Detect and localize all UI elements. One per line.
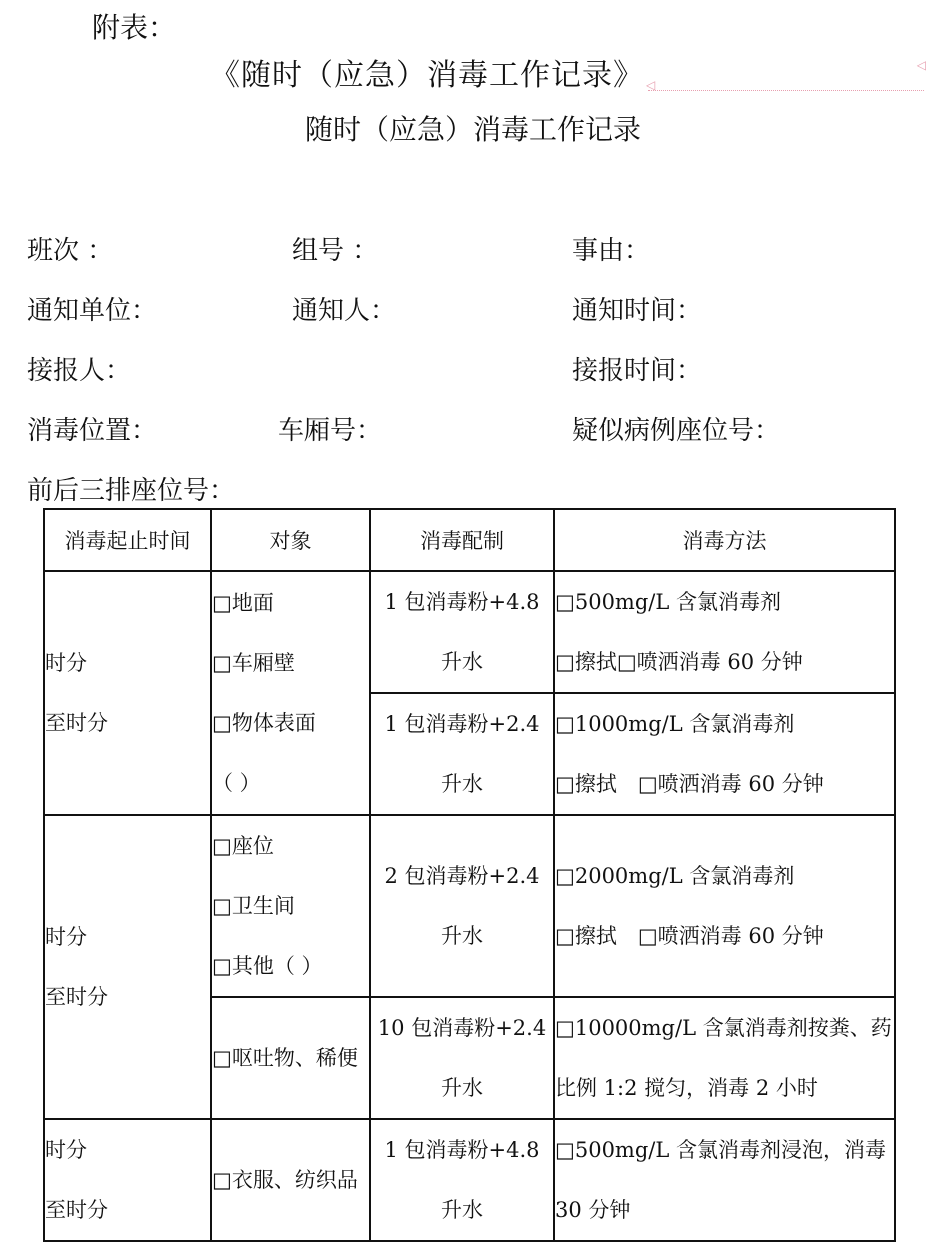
prep-line: 2 包消毒粉+2.4 xyxy=(384,864,540,888)
table-row xyxy=(44,571,895,693)
object-cell xyxy=(211,815,370,997)
time-to: 至时分 xyxy=(45,1198,108,1222)
method-line: □500mg/L 含氯消毒剂 xyxy=(555,590,781,614)
prep-cell xyxy=(370,1119,554,1241)
prep-cell xyxy=(370,693,554,815)
time-from: 时分 xyxy=(45,651,87,675)
prep-cell xyxy=(370,997,554,1119)
prep-line: 1 包消毒粉+4.8 xyxy=(384,1138,540,1162)
object-item: □卫生间 xyxy=(212,894,295,918)
prep-line: 1 包消毒粉+2.4 xyxy=(384,712,540,736)
header-object: 对象 xyxy=(211,509,370,571)
table-header-row xyxy=(44,509,895,571)
object-item: □座位 xyxy=(212,834,274,858)
field-receive-time: 接报时间： xyxy=(572,356,703,386)
field-suspect-seat: 疑似病例座位号： xyxy=(572,416,781,446)
field-carriage-no: 车厢号： xyxy=(278,416,383,446)
method-cell xyxy=(554,693,895,815)
method-cell xyxy=(554,571,895,693)
time-to: 至时分 xyxy=(45,711,108,735)
field-notifier: 通知人： xyxy=(292,296,397,326)
method-line: □擦拭 □喷洒消毒 60 分钟 xyxy=(555,772,824,796)
field-location: 消毒位置： xyxy=(27,416,158,446)
table-row xyxy=(44,1119,895,1241)
object-item: □车厢壁 xyxy=(212,651,295,675)
object-item: □物体表面 xyxy=(212,711,316,735)
prep-line: 升水 xyxy=(441,1198,483,1222)
form-title: 随时（应急）消毒工作记录 xyxy=(305,113,642,146)
prep-cell xyxy=(370,815,554,997)
method-line: 比例 1:2 搅匀，消毒 2 小时 xyxy=(555,1076,818,1100)
table-row xyxy=(44,815,895,997)
field-notify-time: 通知时间： xyxy=(572,296,703,326)
field-receiver: 接报人： xyxy=(27,356,132,386)
time-from: 时分 xyxy=(45,1138,87,1162)
field-nearby-seats: 前后三排座位号： xyxy=(27,476,236,506)
header-time: 消毒起止时间 xyxy=(44,509,211,571)
disinfection-record-table xyxy=(43,508,896,1242)
object-item: □呕吐物、稀便 xyxy=(212,1046,358,1070)
method-cell xyxy=(554,997,895,1119)
document-title: 《随时（应急）消毒工作记录》 xyxy=(210,58,644,93)
prep-line: 10 包消毒粉+2.4 xyxy=(377,1016,547,1040)
field-shift: 班次 ： xyxy=(27,236,114,266)
prep-line: 升水 xyxy=(441,924,483,948)
time-cell xyxy=(44,571,211,815)
method-line: □1000mg/L 含氯消毒剂 xyxy=(555,712,795,736)
header-preparation: 消毒配制 xyxy=(370,509,554,571)
time-cell xyxy=(44,815,211,1119)
object-item: （ ） xyxy=(212,771,261,795)
field-notify-unit: 通知单位： xyxy=(27,296,158,326)
method-cell xyxy=(554,815,895,997)
time-from: 时分 xyxy=(45,925,87,949)
time-cell xyxy=(44,1119,211,1241)
object-item: □衣服、纺织品 xyxy=(212,1168,358,1192)
object-cell xyxy=(211,1119,370,1241)
time-to: 至时分 xyxy=(45,985,108,1009)
method-cell xyxy=(554,1119,895,1241)
prep-line: 1 包消毒粉+4.8 xyxy=(384,590,540,614)
field-reason: 事由： xyxy=(572,236,651,266)
method-line: 30 分钟 xyxy=(555,1198,631,1222)
object-item: □地面 xyxy=(212,591,274,615)
header-method: 消毒方法 xyxy=(554,509,895,571)
method-line: □擦拭□喷洒消毒 60 分钟 xyxy=(555,650,803,674)
method-line: □2000mg/L 含氯消毒剂 xyxy=(555,864,795,888)
method-line: □500mg/L 含氯消毒剂浸泡，消毒 xyxy=(555,1138,886,1162)
object-item: □其他（ ） xyxy=(212,954,323,978)
revision-mark: ◁ ◁ xyxy=(646,58,926,92)
prep-cell xyxy=(370,571,554,693)
method-line: □擦拭 □喷洒消毒 60 分钟 xyxy=(555,924,824,948)
prep-line: 升水 xyxy=(441,1076,483,1100)
object-cell xyxy=(211,997,370,1119)
method-line: □10000mg/L 含氯消毒剂按粪、药 xyxy=(555,1016,892,1040)
prep-line: 升水 xyxy=(441,650,483,674)
object-cell xyxy=(211,571,370,815)
field-group-no: 组号 ： xyxy=(292,236,379,266)
prep-line: 升水 xyxy=(441,772,483,796)
attachment-label: 附表： xyxy=(92,11,177,44)
